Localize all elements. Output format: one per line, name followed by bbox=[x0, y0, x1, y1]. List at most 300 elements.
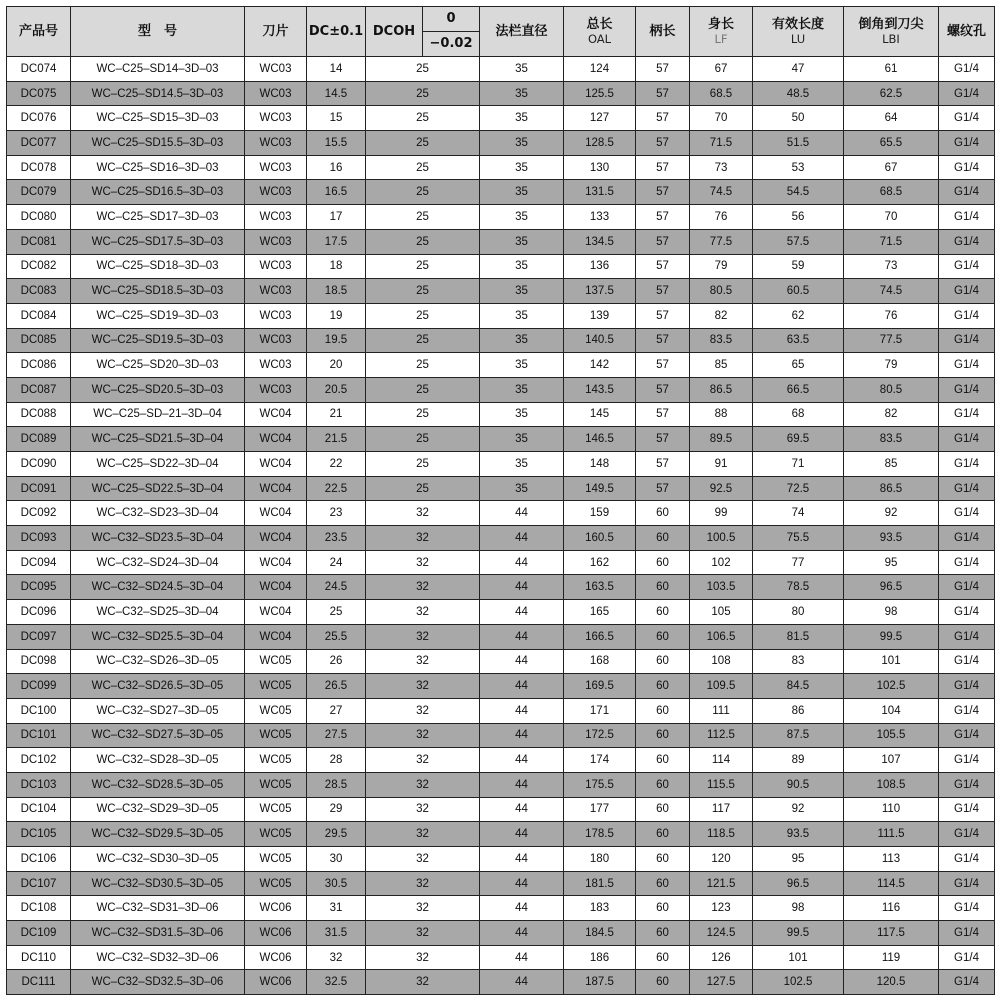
cell-dcoh: 25 bbox=[366, 303, 480, 328]
cell-model: WC–C32–SD30–3D–05 bbox=[71, 847, 245, 872]
cell-lu: 101 bbox=[753, 945, 844, 970]
cell-dcoh: 25 bbox=[366, 377, 480, 402]
cell-lbi: 92 bbox=[844, 501, 939, 526]
cell-lu: 81.5 bbox=[753, 624, 844, 649]
table-row bbox=[7, 649, 995, 674]
cell-lu: 51.5 bbox=[753, 131, 844, 156]
cell-lbi: 114.5 bbox=[844, 871, 939, 896]
cell-dc: 22.5 bbox=[307, 476, 366, 501]
cell-flange-dia: 35 bbox=[480, 279, 564, 304]
cell-lf: 124.5 bbox=[690, 921, 753, 946]
cell-dc: 23.5 bbox=[307, 526, 366, 551]
cell-thread: G1/4 bbox=[939, 797, 995, 822]
cell-lf: 121.5 bbox=[690, 871, 753, 896]
cell-insert: WC03 bbox=[245, 328, 307, 353]
cell-flange-dia: 44 bbox=[480, 847, 564, 872]
cell-insert: WC03 bbox=[245, 57, 307, 82]
cell-oal: 134.5 bbox=[564, 229, 636, 254]
cell-shank-len: 60 bbox=[636, 526, 690, 551]
cell-shank-len: 60 bbox=[636, 772, 690, 797]
header-oal-cn: 总长 bbox=[586, 16, 613, 32]
cell-lbi: 83.5 bbox=[844, 427, 939, 452]
cell-lu: 78.5 bbox=[753, 575, 844, 600]
cell-dcoh: 32 bbox=[366, 896, 480, 921]
cell-flange-dia: 44 bbox=[480, 698, 564, 723]
cell-dcoh: 32 bbox=[366, 600, 480, 625]
cell-insert: WC03 bbox=[245, 81, 307, 106]
cell-model: WC–C25–SD21.5–3D–04 bbox=[71, 427, 245, 452]
cell-lu: 92 bbox=[753, 797, 844, 822]
cell-dc: 29 bbox=[307, 797, 366, 822]
cell-dc: 32.5 bbox=[307, 970, 366, 995]
cell-shank-len: 60 bbox=[636, 748, 690, 773]
cell-thread: G1/4 bbox=[939, 377, 995, 402]
cell-lbi: 73 bbox=[844, 254, 939, 279]
cell-dcoh: 32 bbox=[366, 945, 480, 970]
table-row bbox=[7, 600, 995, 625]
cell-flange-dia: 44 bbox=[480, 649, 564, 674]
cell-insert: WC03 bbox=[245, 180, 307, 205]
cell-oal: 133 bbox=[564, 205, 636, 230]
cell-dc: 28 bbox=[307, 748, 366, 773]
table-row bbox=[7, 353, 995, 378]
cell-lf: 102 bbox=[690, 550, 753, 575]
cell-shank-len: 57 bbox=[636, 229, 690, 254]
cell-flange-dia: 44 bbox=[480, 896, 564, 921]
header-lf bbox=[690, 7, 753, 57]
table-row bbox=[7, 772, 995, 797]
cell-lf: 105 bbox=[690, 600, 753, 625]
cell-thread: G1/4 bbox=[939, 847, 995, 872]
cell-lu: 95 bbox=[753, 847, 844, 872]
cell-insert: WC05 bbox=[245, 847, 307, 872]
cell-shank-len: 57 bbox=[636, 279, 690, 304]
cell-model: WC–C25–SD18.5–3D–03 bbox=[71, 279, 245, 304]
cell-lbi: 64 bbox=[844, 106, 939, 131]
table-row bbox=[7, 427, 995, 452]
cell-lf: 111 bbox=[690, 698, 753, 723]
cell-dc: 21.5 bbox=[307, 427, 366, 452]
cell-dcoh: 32 bbox=[366, 624, 480, 649]
cell-dcoh: 32 bbox=[366, 698, 480, 723]
table-row bbox=[7, 896, 995, 921]
cell-lu: 65 bbox=[753, 353, 844, 378]
header-lu bbox=[753, 7, 844, 57]
cell-dcoh: 25 bbox=[366, 427, 480, 452]
cell-shank-len: 60 bbox=[636, 624, 690, 649]
cell-product-no: DC108 bbox=[7, 896, 71, 921]
cell-oal: 186 bbox=[564, 945, 636, 970]
cell-dc: 31.5 bbox=[307, 921, 366, 946]
cell-lf: 91 bbox=[690, 452, 753, 477]
cell-thread: G1/4 bbox=[939, 402, 995, 427]
cell-product-no: DC086 bbox=[7, 353, 71, 378]
cell-shank-len: 57 bbox=[636, 205, 690, 230]
cell-insert: WC05 bbox=[245, 698, 307, 723]
cell-dcoh: 32 bbox=[366, 871, 480, 896]
cell-oal: 180 bbox=[564, 847, 636, 872]
cell-lf: 92.5 bbox=[690, 476, 753, 501]
cell-thread: G1/4 bbox=[939, 674, 995, 699]
cell-lu: 99.5 bbox=[753, 921, 844, 946]
cell-thread: G1/4 bbox=[939, 279, 995, 304]
cell-lbi: 119 bbox=[844, 945, 939, 970]
cell-dcoh: 25 bbox=[366, 229, 480, 254]
cell-lu: 83 bbox=[753, 649, 844, 674]
table-row bbox=[7, 501, 995, 526]
cell-dc: 19 bbox=[307, 303, 366, 328]
cell-shank-len: 60 bbox=[636, 575, 690, 600]
cell-dcoh: 32 bbox=[366, 723, 480, 748]
cell-product-no: DC091 bbox=[7, 476, 71, 501]
cell-insert: WC05 bbox=[245, 649, 307, 674]
cell-flange-dia: 44 bbox=[480, 624, 564, 649]
cell-model: WC–C25–SD22.5–3D–04 bbox=[71, 476, 245, 501]
cell-lf: 77.5 bbox=[690, 229, 753, 254]
cell-shank-len: 57 bbox=[636, 402, 690, 427]
cell-thread: G1/4 bbox=[939, 649, 995, 674]
table-row bbox=[7, 476, 995, 501]
cell-lu: 74 bbox=[753, 501, 844, 526]
cell-flange-dia: 44 bbox=[480, 921, 564, 946]
cell-dcoh: 25 bbox=[366, 180, 480, 205]
cell-shank-len: 57 bbox=[636, 452, 690, 477]
cell-flange-dia: 44 bbox=[480, 550, 564, 575]
cell-dcoh: 32 bbox=[366, 822, 480, 847]
cell-product-no: DC094 bbox=[7, 550, 71, 575]
cell-shank-len: 57 bbox=[636, 328, 690, 353]
cell-thread: G1/4 bbox=[939, 328, 995, 353]
cell-shank-len: 57 bbox=[636, 377, 690, 402]
cell-shank-len: 60 bbox=[636, 945, 690, 970]
cell-product-no: DC101 bbox=[7, 723, 71, 748]
cell-flange-dia: 44 bbox=[480, 772, 564, 797]
cell-lbi: 117.5 bbox=[844, 921, 939, 946]
cell-lu: 54.5 bbox=[753, 180, 844, 205]
cell-lu: 75.5 bbox=[753, 526, 844, 551]
cell-shank-len: 57 bbox=[636, 57, 690, 82]
cell-thread: G1/4 bbox=[939, 452, 995, 477]
header-product-no: 产品号 bbox=[7, 7, 71, 57]
cell-lbi: 101 bbox=[844, 649, 939, 674]
cell-shank-len: 60 bbox=[636, 847, 690, 872]
cell-dc: 31 bbox=[307, 896, 366, 921]
cell-thread: G1/4 bbox=[939, 896, 995, 921]
cell-model: WC–C32–SD27.5–3D–05 bbox=[71, 723, 245, 748]
cell-flange-dia: 44 bbox=[480, 822, 564, 847]
cell-lbi: 120.5 bbox=[844, 970, 939, 995]
cell-model: WC–C25–SD20–3D–03 bbox=[71, 353, 245, 378]
cell-dc: 26 bbox=[307, 649, 366, 674]
header-insert: 刀片 bbox=[245, 7, 307, 57]
table-row bbox=[7, 871, 995, 896]
cell-insert: WC04 bbox=[245, 452, 307, 477]
cell-dc: 18 bbox=[307, 254, 366, 279]
cell-lbi: 67 bbox=[844, 155, 939, 180]
cell-product-no: DC081 bbox=[7, 229, 71, 254]
cell-product-no: DC102 bbox=[7, 748, 71, 773]
cell-flange-dia: 35 bbox=[480, 180, 564, 205]
cell-oal: 175.5 bbox=[564, 772, 636, 797]
cell-thread: G1/4 bbox=[939, 106, 995, 131]
cell-model: WC–C32–SD24.5–3D–04 bbox=[71, 575, 245, 600]
cell-flange-dia: 35 bbox=[480, 229, 564, 254]
cell-dcoh: 32 bbox=[366, 970, 480, 995]
cell-model: WC–C32–SD32.5–3D–06 bbox=[71, 970, 245, 995]
cell-model: WC–C25–SD17–3D–03 bbox=[71, 205, 245, 230]
cell-lu: 77 bbox=[753, 550, 844, 575]
cell-shank-len: 60 bbox=[636, 550, 690, 575]
table-row bbox=[7, 921, 995, 946]
table-row bbox=[7, 328, 995, 353]
cell-lf: 82 bbox=[690, 303, 753, 328]
cell-model: WC–C25–SD18–3D–03 bbox=[71, 254, 245, 279]
cell-dc: 29.5 bbox=[307, 822, 366, 847]
cell-dcoh: 32 bbox=[366, 526, 480, 551]
cell-flange-dia: 35 bbox=[480, 427, 564, 452]
cell-model: WC–C25–SD16.5–3D–03 bbox=[71, 180, 245, 205]
cell-lu: 93.5 bbox=[753, 822, 844, 847]
cell-thread: G1/4 bbox=[939, 254, 995, 279]
cell-oal: 124 bbox=[564, 57, 636, 82]
cell-shank-len: 57 bbox=[636, 155, 690, 180]
cell-oal: 168 bbox=[564, 649, 636, 674]
cell-lbi: 80.5 bbox=[844, 377, 939, 402]
table-row bbox=[7, 254, 995, 279]
cell-thread: G1/4 bbox=[939, 353, 995, 378]
cell-dcoh: 25 bbox=[366, 452, 480, 477]
cell-oal: 140.5 bbox=[564, 328, 636, 353]
cell-flange-dia: 35 bbox=[480, 328, 564, 353]
table-row bbox=[7, 155, 995, 180]
cell-thread: G1/4 bbox=[939, 81, 995, 106]
cell-product-no: DC106 bbox=[7, 847, 71, 872]
cell-flange-dia: 44 bbox=[480, 945, 564, 970]
cell-oal: 159 bbox=[564, 501, 636, 526]
header-flange-dia: 法栏直径 bbox=[480, 7, 564, 57]
cell-lf: 89.5 bbox=[690, 427, 753, 452]
cell-model: WC–C32–SD32–3D–06 bbox=[71, 945, 245, 970]
cell-product-no: DC088 bbox=[7, 402, 71, 427]
cell-lu: 47 bbox=[753, 57, 844, 82]
cell-model: WC–C25–SD22–3D–04 bbox=[71, 452, 245, 477]
cell-flange-dia: 44 bbox=[480, 526, 564, 551]
cell-insert: WC03 bbox=[245, 155, 307, 180]
header-dcoh: DCOH bbox=[366, 7, 423, 57]
cell-product-no: DC079 bbox=[7, 180, 71, 205]
cell-lf: 83.5 bbox=[690, 328, 753, 353]
cell-thread: G1/4 bbox=[939, 822, 995, 847]
cell-insert: WC03 bbox=[245, 229, 307, 254]
cell-dc: 26.5 bbox=[307, 674, 366, 699]
table-row bbox=[7, 526, 995, 551]
cell-lbi: 113 bbox=[844, 847, 939, 872]
table-row bbox=[7, 575, 995, 600]
cell-model: WC–C32–SD31–3D–06 bbox=[71, 896, 245, 921]
cell-lu: 68 bbox=[753, 402, 844, 427]
cell-flange-dia: 35 bbox=[480, 476, 564, 501]
cell-model: WC–C25–SD–21–3D–04 bbox=[71, 402, 245, 427]
cell-dcoh: 25 bbox=[366, 353, 480, 378]
cell-insert: WC04 bbox=[245, 526, 307, 551]
table-row bbox=[7, 180, 995, 205]
cell-insert: WC04 bbox=[245, 550, 307, 575]
cell-insert: WC03 bbox=[245, 353, 307, 378]
cell-insert: WC05 bbox=[245, 797, 307, 822]
table-row bbox=[7, 106, 995, 131]
cell-insert: WC06 bbox=[245, 921, 307, 946]
cell-shank-len: 60 bbox=[636, 970, 690, 995]
cell-dcoh: 32 bbox=[366, 501, 480, 526]
table-row bbox=[7, 377, 995, 402]
cell-product-no: DC105 bbox=[7, 822, 71, 847]
cell-model: WC–C25–SD14.5–3D–03 bbox=[71, 81, 245, 106]
cell-dc: 27.5 bbox=[307, 723, 366, 748]
cell-dcoh: 32 bbox=[366, 847, 480, 872]
cell-thread: G1/4 bbox=[939, 624, 995, 649]
cell-insert: WC03 bbox=[245, 106, 307, 131]
table-row bbox=[7, 822, 995, 847]
cell-dc: 25.5 bbox=[307, 624, 366, 649]
cell-model: WC–C25–SD15–3D–03 bbox=[71, 106, 245, 131]
table-row bbox=[7, 57, 995, 82]
cell-thread: G1/4 bbox=[939, 303, 995, 328]
cell-lu: 87.5 bbox=[753, 723, 844, 748]
cell-insert: WC04 bbox=[245, 624, 307, 649]
cell-oal: 128.5 bbox=[564, 131, 636, 156]
cell-flange-dia: 44 bbox=[480, 871, 564, 896]
cell-product-no: DC097 bbox=[7, 624, 71, 649]
cell-thread: G1/4 bbox=[939, 427, 995, 452]
cell-model: WC–C32–SD23–3D–04 bbox=[71, 501, 245, 526]
cell-thread: G1/4 bbox=[939, 871, 995, 896]
cell-thread: G1/4 bbox=[939, 180, 995, 205]
cell-lf: 68.5 bbox=[690, 81, 753, 106]
cell-lu: 72.5 bbox=[753, 476, 844, 501]
header-tolerance-upper: 0 bbox=[423, 7, 480, 32]
cell-insert: WC03 bbox=[245, 205, 307, 230]
cell-thread: G1/4 bbox=[939, 748, 995, 773]
cell-insert: WC04 bbox=[245, 402, 307, 427]
cell-model: WC–C25–SD16–3D–03 bbox=[71, 155, 245, 180]
cell-shank-len: 57 bbox=[636, 353, 690, 378]
cell-insert: WC03 bbox=[245, 254, 307, 279]
cell-shank-len: 60 bbox=[636, 723, 690, 748]
cell-flange-dia: 44 bbox=[480, 748, 564, 773]
cell-model: WC–C25–SD14–3D–03 bbox=[71, 57, 245, 82]
cell-shank-len: 60 bbox=[636, 871, 690, 896]
cell-lbi: 86.5 bbox=[844, 476, 939, 501]
cell-product-no: DC107 bbox=[7, 871, 71, 896]
cell-oal: 177 bbox=[564, 797, 636, 822]
cell-flange-dia: 35 bbox=[480, 155, 564, 180]
cell-dcoh: 32 bbox=[366, 921, 480, 946]
cell-lbi: 65.5 bbox=[844, 131, 939, 156]
cell-dcoh: 32 bbox=[366, 575, 480, 600]
cell-dc: 27 bbox=[307, 698, 366, 723]
cell-lu: 84.5 bbox=[753, 674, 844, 699]
cell-lbi: 93.5 bbox=[844, 526, 939, 551]
table-row bbox=[7, 624, 995, 649]
cell-lu: 60.5 bbox=[753, 279, 844, 304]
cell-model: WC–C32–SD24–3D–04 bbox=[71, 550, 245, 575]
cell-shank-len: 60 bbox=[636, 921, 690, 946]
cell-flange-dia: 44 bbox=[480, 797, 564, 822]
cell-product-no: DC090 bbox=[7, 452, 71, 477]
cell-oal: 184.5 bbox=[564, 921, 636, 946]
cell-lbi: 74.5 bbox=[844, 279, 939, 304]
cell-flange-dia: 44 bbox=[480, 970, 564, 995]
cell-insert: WC06 bbox=[245, 970, 307, 995]
cell-insert: WC05 bbox=[245, 871, 307, 896]
table-row bbox=[7, 402, 995, 427]
cell-lu: 69.5 bbox=[753, 427, 844, 452]
cell-oal: 137.5 bbox=[564, 279, 636, 304]
cell-dc: 20.5 bbox=[307, 377, 366, 402]
table-row bbox=[7, 748, 995, 773]
cell-thread: G1/4 bbox=[939, 600, 995, 625]
cell-shank-len: 60 bbox=[636, 501, 690, 526]
header-lu-en: LU bbox=[790, 31, 806, 46]
cell-dcoh: 25 bbox=[366, 254, 480, 279]
table-header bbox=[7, 7, 995, 57]
cell-flange-dia: 35 bbox=[480, 402, 564, 427]
cell-dc: 19.5 bbox=[307, 328, 366, 353]
cell-product-no: DC074 bbox=[7, 57, 71, 82]
table-row bbox=[7, 452, 995, 477]
table-row bbox=[7, 303, 995, 328]
cell-insert: WC04 bbox=[245, 476, 307, 501]
cell-model: WC–C25–SD20.5–3D–03 bbox=[71, 377, 245, 402]
cell-model: WC–C32–SD30.5–3D–05 bbox=[71, 871, 245, 896]
cell-oal: 143.5 bbox=[564, 377, 636, 402]
cell-product-no: DC096 bbox=[7, 600, 71, 625]
cell-dc: 18.5 bbox=[307, 279, 366, 304]
cell-lbi: 104 bbox=[844, 698, 939, 723]
cell-flange-dia: 35 bbox=[480, 81, 564, 106]
cell-lf: 114 bbox=[690, 748, 753, 773]
cell-oal: 125.5 bbox=[564, 81, 636, 106]
cell-product-no: DC083 bbox=[7, 279, 71, 304]
cell-product-no: DC078 bbox=[7, 155, 71, 180]
cell-oal: 139 bbox=[564, 303, 636, 328]
cell-product-no: DC109 bbox=[7, 921, 71, 946]
cell-product-no: DC089 bbox=[7, 427, 71, 452]
cell-product-no: DC098 bbox=[7, 649, 71, 674]
cell-product-no: DC076 bbox=[7, 106, 71, 131]
cell-flange-dia: 35 bbox=[480, 131, 564, 156]
cell-model: WC–C32–SD31.5–3D–06 bbox=[71, 921, 245, 946]
cell-lu: 89 bbox=[753, 748, 844, 773]
cell-thread: G1/4 bbox=[939, 698, 995, 723]
cell-model: WC–C32–SD28.5–3D–05 bbox=[71, 772, 245, 797]
cell-oal: 181.5 bbox=[564, 871, 636, 896]
cell-dc: 15.5 bbox=[307, 131, 366, 156]
cell-lbi: 62.5 bbox=[844, 81, 939, 106]
cell-oal: 174 bbox=[564, 748, 636, 773]
cell-shank-len: 60 bbox=[636, 674, 690, 699]
cell-lbi: 82 bbox=[844, 402, 939, 427]
cell-oal: 130 bbox=[564, 155, 636, 180]
table-row bbox=[7, 205, 995, 230]
cell-thread: G1/4 bbox=[939, 772, 995, 797]
cell-insert: WC05 bbox=[245, 822, 307, 847]
cell-lf: 85 bbox=[690, 353, 753, 378]
cell-thread: G1/4 bbox=[939, 501, 995, 526]
cell-lbi: 111.5 bbox=[844, 822, 939, 847]
cell-lf: 109.5 bbox=[690, 674, 753, 699]
table-row bbox=[7, 847, 995, 872]
